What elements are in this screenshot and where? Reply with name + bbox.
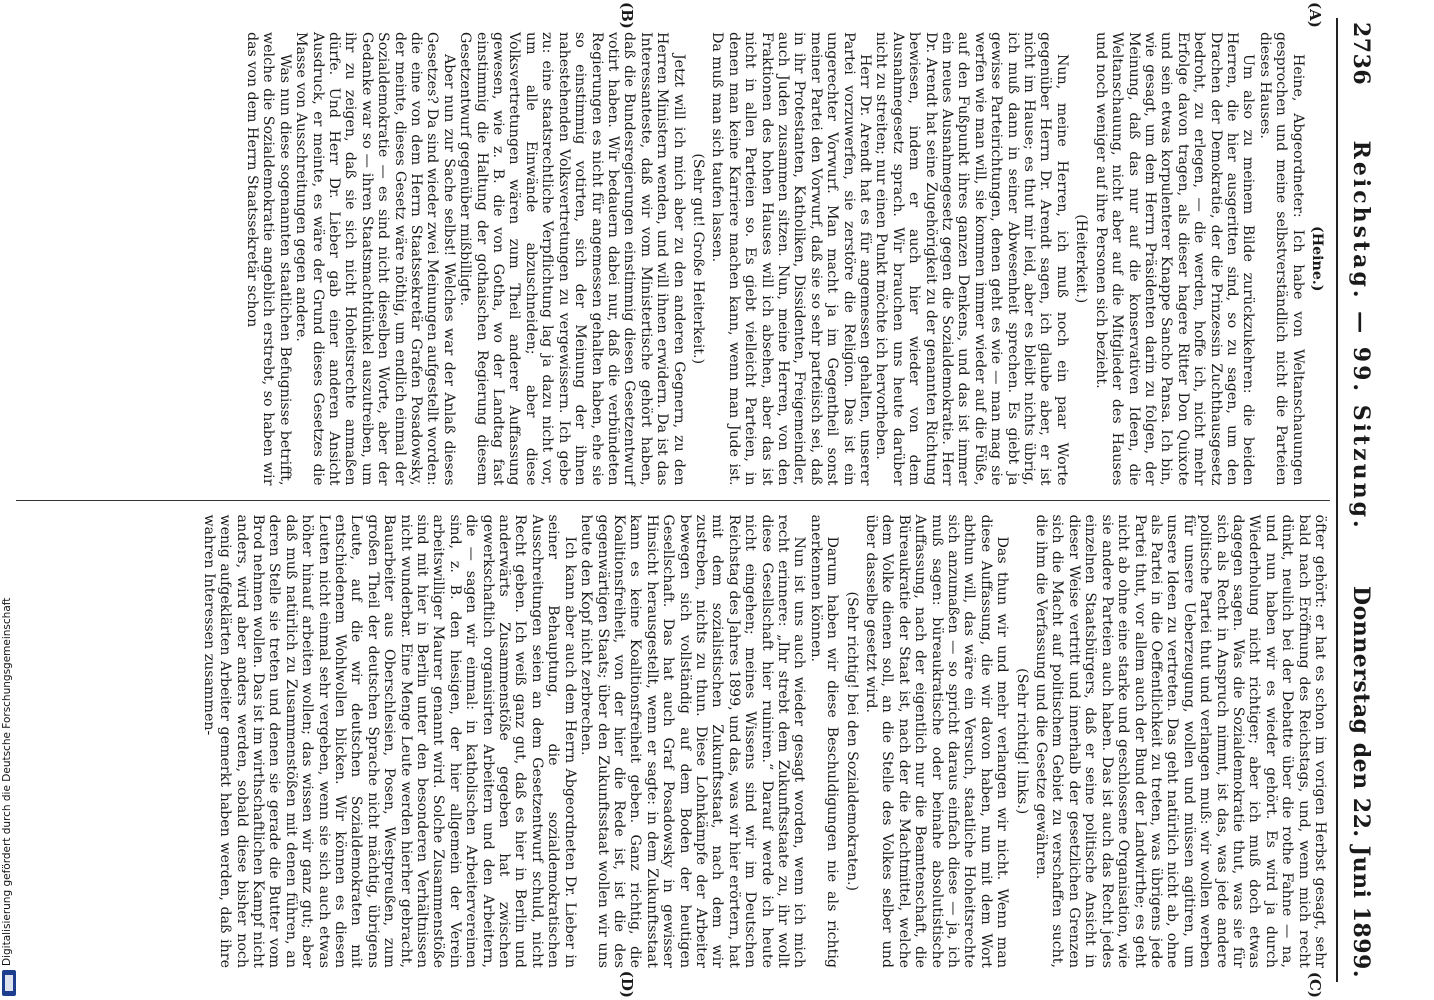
interjection: (Sehr gut! Große Heiterkeit.) xyxy=(689,153,706,365)
speaker-tag: (Heine.) xyxy=(1309,225,1325,292)
paragraph: Ich kann aber auch dem Herrn Abgeordneten Dr. Lieber in seiner Behauptung, die sozialdemokratischen Ausschreitungen seien an dem Gesetzentwurf schuld, nicht Recht geben. Ich weiß ganz gut, daß es hier in Berlin und anderwärts Zusammenstöße gegeben hat zwischen gewerkschaftlich organisirten Arbeitern und den Arbeitern, die — sagen wir einmal: in katholischen Arbeitervereinen sind, z. B. den hiesigen, der hier allgemein der Verein arbeitswilliger Maurer genannt wird. Solche Zusammenstöße sind mit hier in Berlin unter den besonderen Verhältnissen nicht wunderbar. Eine Menge Leute werden hierher gebracht, Bauarbeiter aus Oberschlesien, Posen, Westpreußen, zum großen Theil der deutschen Sprache nicht mächtig, übrigens Leute, auf die wir deutschen Sozialdemokraten mit entschiedenem Wohlwollen blicken. Wir können es diesen Leuten nicht einmal sehr vergeben, wenn sie sich auch etwas höher hinauf arbeiten wollen; das wissen wir ganz gut; aber daß muß natürlich zu Zusammenstößen mit denen führen, an deren Stelle sie treten und denen sie gerade die Butter vom Brod nehmen wollen. Das ist im wirthschaftlichen Kampf nicht anders, wird aber anders werden, sobald diese bisher noch wenig aufgeklärten Arbeiter gemerkt haben werden, daß ihre wahren Interessen zusammen- xyxy=(200,514,578,968)
paragraph: Was nun diese sogenannten staatlichen Befugnisse betrifft, welche die Sozialdemokratie angeblich erstrebt, so haben wir das von dem Herrn Staatssekretär schon xyxy=(244,32,293,486)
interjection: (Heiterkeit.) xyxy=(1073,214,1090,304)
paragraph: Herr Dr. Arendt hat es für angemessen gehalten, unserer Partei vorzuwerfen, sie zerstöre die Religion. Das ist ein ungerechter Vorwurf. Man macht ja im Gegentheil sonst meiner Partei den Vorwurf, daß sie so sehr parteiisch sei, daß in ihr Protestanten, Katholiken, Dissidenten, Freigemeindler, auch Juden zusammen sitzen. Nun, meine Herren, von den Fraktionen des hohen Hauses will ich absehen, aber das ist nicht in allen Parteien so. Es giebt vielleicht Parteien, in denen man keine Karriere machen kann, wenn man Jude ist. Da muß man sich taufen lassen. xyxy=(709,32,874,486)
paragraph: öfter gehört: er hat es schon im vorigen Herbst gesagt, sehr bald nach Eröffnung des Reichstags, und, wenn mich recht dünkt, neulich bei der Debatte über die rothe Fahne — na, und nun haben wir es wieder gehört. Es wird ja durch Wiederholung nicht richtiger; aber ich muß doch etwas dagegen sagen. Was die Sozialdemokratie thut, was sie für sich als Recht in Anspruch nimmt, ist das, was jede andere politische Partei thut und verlangen muß: wir wollen werben für unsere Ueberzeugung, wollen und müssen agitiren, um unsere Ideen zu vertreten. Das geht natürlich nicht ab, ohne als Partei in die Oeffentlichkeit zu treten, was übrigens jede Partei thut, vor allem auch der Bund der Landwirthe; es geht nicht ab ohne eine starke und geschlossene Organisation, wie sie andere Parteien auch haben. Das ist auch das Recht jedes einzelnen Staatsbürgers, daß er seine politische Ansicht in dieser Weise vertritt und innerhalb der gesetzlichen Grenzen sich die Macht auf politischem Gebiet zu verschaffen sucht, die ihm die Verfassung und die Gesetze gewähren. xyxy=(1033,514,1328,968)
right-column xyxy=(16,501,1336,983)
paragraph: Nun ist uns auch wieder gesagt worden, wenn ich mich recht erinnere: „Ihr strebt dem Zukunftsstaate zu, ihr wollt diese Gesellschaft hier ruiniren.“ Darauf werde ich heute nicht eingehen; meines Wissens sind wir im Deutschen Reichstag des Jahres 1899, und das, was wir hier erörtern, hat mit dem sozialistischen Zukunftsstaat, nach dem wir zustreben, nichts zu thun. Diese Lohnkämpfe der Arbeiter bewegen sich vollständig auf dem Boden der heutigen Gesellschaft. Das hat auch Graf Posadowsky in gewisser Hinsicht herausgestellt, wenn er sagte: in dem Zukunftsstaat kann es keine Koalitionsfreiheit geben. Ganz richtig, die Koalitionsfreiheit, von der hier die Rede ist, ist die des gegenwärtigen Staats; über den Zukunftsstaat wollen wir uns heute den Kopf nicht zerbrechen. xyxy=(578,514,808,968)
margin-mark-c: (C) xyxy=(1306,971,1324,998)
page-title: Reichstag. — 99. Sitzung. xyxy=(1348,140,1374,531)
interjection: (Sehr richtig! bei den Sozialdemokraten.) xyxy=(843,591,860,892)
page-header xyxy=(1336,18,1376,982)
paragraph: Aber nun zur Sache selbst! Welches war der Anlaß dieses Gesetzes? Da sind wieder zwei Meinungen aufgestellt worden: die eine von dem Herrn Staatssekretär Grafen Posadowsky, der meinte, dieses Gesetz wäre nöthig, um endlich einmal der Sozialdemokratie — es sind nicht dieselben Worte, aber der Gedanke war so — ihren Staatsmachtdünkel auszutreiben, um ihr zu zeigen, daß sie sich nicht Hoheitsrechte anmaßen dürfe. Und Herr Dr. Lieber gab einer anderen Ansicht Ausdruck, er meinte, es wäre der Grund dieses Gesetzes die Masse von Ausschreitungen gegen andere. xyxy=(293,32,457,486)
paragraph: Darum haben wir diese Beschuldigungen nie als richtig anerkennen können. xyxy=(807,514,841,968)
page-number: 2736 xyxy=(1348,22,1374,86)
margin-mark-b: (B) xyxy=(618,2,636,29)
paragraph: Das thun wir und mehr verlangen wir nicht. Wenn man diese Auffassung, die wir davon haben, nun mit dem Wort abthun will, das wäre ein Versuch, staatliche Hoheitsrechte sich anzumaßen — so spricht daraus einfach diese — ja, ich muß sagen: büreaukratische oder beinahe absolutistische Auffassung, nach der eigentlich nur die Beamtenschaft, die Büreaukratie der Staat ist, nach der die Machtmittel, welche dem Volke dienen soll, an die Stelle des Volkes selber und über dasselbe gesetzt wird. xyxy=(863,514,1011,968)
paragraph: Nun, meine Herren, ich muß noch ein paar Worte gegenüber Herrn Dr. Arendt sagen, ich glaube aber, er ist nicht im Hause; es thut mir leid, aber es bleibt nichts übrig, ich muß dann in seiner Abwesenheit sprechen. Es giebt ja gewisse Parteirichtungen, denen geht es wie — man mag sie werfen wie man will, sie kommen immer wieder auf die Füße, auf den Fußpunkt ihres ganzen Denkens, und das ist immer ein neues Ausnahmegesetz gegen die Sozialdemokratie. Herr Dr. Arendt hat seine Zugehörigkeit zu der genannten Richtung bewiesen, indem er auch hier wieder von dem Ausnahmegesetz sprach. Wir brauchen uns heute darüber nicht zu streiten; nur einen Punkt möchte ich hervorheben. xyxy=(873,32,1070,486)
paragraph: Heine, Abgeordneter: Ich habe von Weltanschauungen gesprochen und meine selbstverständlich nicht die Parteien dieses Hauses. xyxy=(1256,32,1306,486)
margin-mark-d: (D) xyxy=(618,970,636,998)
text-columns xyxy=(16,2,1336,998)
digitization-credit: Digitalisierung gefördert durch die Deutsche Forschungsgemeinschaft xyxy=(1,597,13,966)
interjection: (Sehr richtig! links.) xyxy=(1013,668,1030,815)
left-column xyxy=(16,18,1336,500)
paragraph: Jetzt will ich mich aber zu den anderen Gegnern, zu den Herren Ministern wenden, und will ihnen erwidern. Da ist das Interessanteste, daß wir vom Ministertische gehört haben, daß die Bundesregierungen einstimmig diesen Gesetzentwurf votirt haben. Wir bedauern dabei nur, daß die verbündeten Regierungen es nicht für angemessen gehalten haben, ehe sie so einstimmig votirten, sich der Meinung der ihnen nahestehenden Volksvertretungen zu vergewissern. Ich gebe zu: eine staatsrechtliche Verpflichtung lag ja dazu nicht vor, um alle Einwände abzuschneiden; aber diese Volksvertretungen wären zum Theil anderer Auffassung gewesen, wie z. B. die von Gotha, wo der Landtag fast einstimmig die Haltung der gothaischen Regierung diesem Gesetzentwurf gegenüber mißbilligte. xyxy=(457,32,687,486)
margin-mark-a: (A) xyxy=(1306,2,1324,28)
paragraph: Um also zu meinem Bilde zurückzukehren: die beiden Herren, die hier ausgeritten sind, so zu sagen, um den Drachen der Demokratie, der die Prinzessin Zuchthausgesetz bedroht, zu erlegen, — die werden, hoffe ich, nicht mehr Erfolge davon tragen, als dieser hagere Ritter Don Quixote und sein etwas korpulenterer Knappe Sancho Pansa. Ich bin, wie gesagt, um dem Herrn Präsidenten darin zu folgen, der Meinung, daß das nur auf die konservativen Ideen, die Weltanschauung, nicht aber auf die Mitglieder des Hauses und noch weniger auf ihre Personen sich bezieht. xyxy=(1092,32,1257,486)
session-date: Donnerstag den 22. Juni 1899. xyxy=(1348,586,1374,978)
